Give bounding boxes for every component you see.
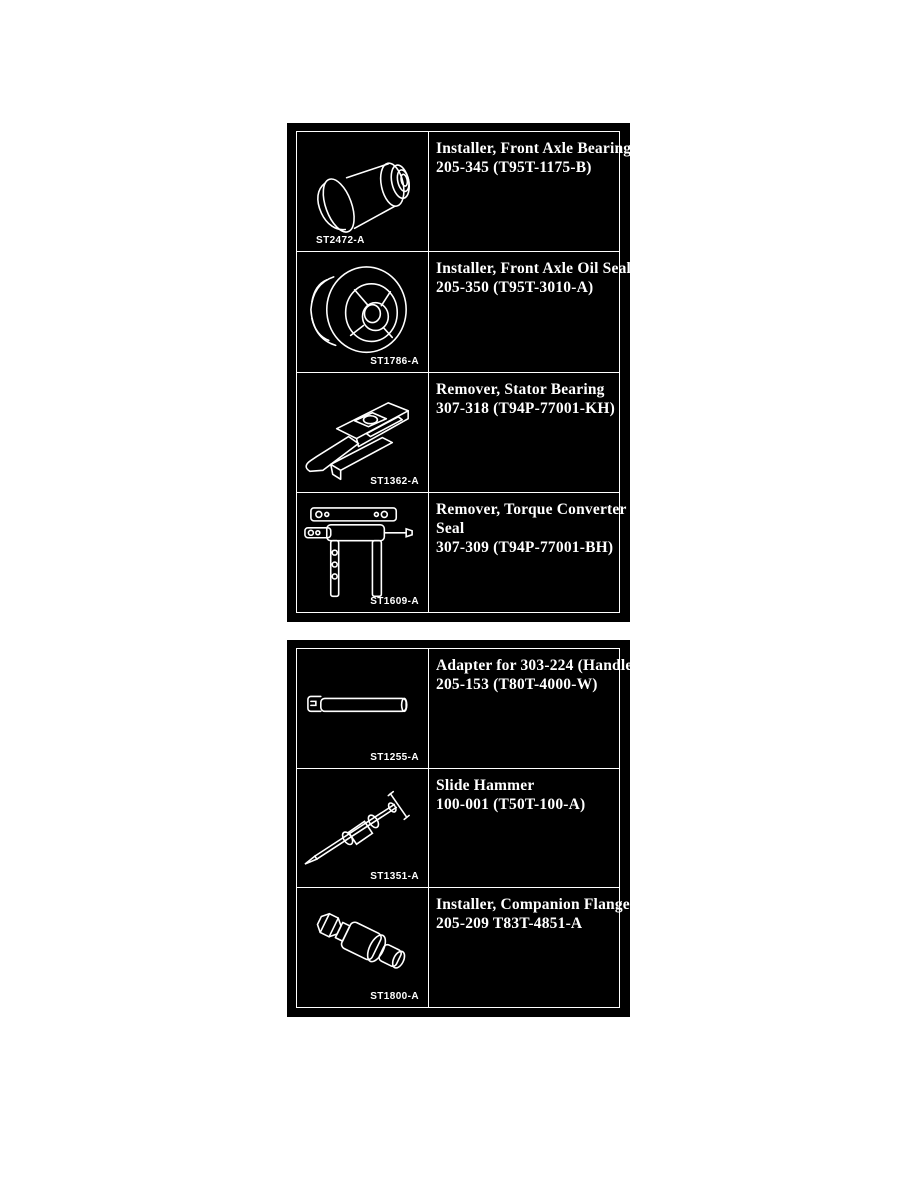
tool-description-cell	[429, 373, 619, 492]
tool-id-label: ST1255-A	[370, 751, 419, 763]
slide-hammer-drawing	[297, 769, 428, 888]
tool-image-cell	[297, 649, 429, 768]
tool-id-label: ST1362-A	[370, 475, 419, 487]
tool-description-line: Remover, Stator Bearing	[436, 380, 605, 398]
tool-image-cell	[297, 493, 429, 612]
special-service-tools-table-2	[287, 640, 638, 1017]
special-service-tools-table-1	[287, 123, 667, 622]
table-row	[297, 492, 667, 612]
tool-description-line: Remover, Torque Converter Fluid	[436, 500, 667, 518]
tool-part-number-line: 100-001 (T50T-100-A)	[436, 795, 586, 813]
table-row	[297, 251, 632, 371]
tool-part-number-line: 205-345 (T95T-1175-B)	[436, 159, 592, 176]
tool-id-label: ST1786-A	[370, 355, 419, 367]
tool-part-number-line: 307-318 (T94P-77001-KH)	[436, 399, 615, 417]
tool-part-number-line: 307-309 (T94P-77001-BH)	[436, 538, 614, 556]
tool-description-line: Seal	[436, 519, 465, 537]
tool-description-cell	[429, 493, 667, 612]
companion-flange-installer-drawing	[297, 888, 428, 1007]
tool-description-line: Installer, Front Axle Oil Seal	[436, 260, 632, 278]
tool-description-cell	[429, 132, 632, 251]
tool-image-cell	[297, 769, 429, 888]
tool-description-line: Adapter for 303-224 (Handle)	[436, 657, 638, 674]
tool-description-line: Installer, Companion Flange	[436, 896, 630, 914]
tool-id-label: ST2472-A	[316, 235, 365, 247]
tool-description-line: Installer, Front Axle Bearing	[436, 140, 632, 157]
table-row	[297, 768, 619, 888]
tool-part-number-line: 205-350 (T95T-3010-A)	[436, 279, 594, 297]
tool-part-number-line: 205-209 T83T-4851-A	[436, 915, 583, 933]
table-row	[297, 132, 632, 251]
table-border	[296, 131, 667, 613]
tool-description-cell	[429, 252, 632, 371]
tool-image-cell	[297, 373, 429, 492]
tool-id-label: ST1800-A	[370, 991, 419, 1003]
table-border	[296, 648, 638, 1008]
tool-description-cell	[429, 649, 638, 768]
table-row	[297, 649, 638, 768]
tool-image-cell	[297, 888, 429, 1007]
tool-description-cell	[429, 888, 630, 1007]
tool-image-cell	[297, 252, 429, 371]
stator-bearing-remover-drawing	[297, 373, 428, 492]
tool-part-number-line: 205-153 (T80T-4000-W)	[436, 676, 598, 693]
front-axle-oil-seal-installer-drawing	[297, 252, 428, 371]
handle-adapter-drawing	[297, 649, 428, 768]
torque-converter-fluid-seal-remover-drawing	[297, 493, 428, 612]
tool-image-cell	[297, 132, 429, 251]
table-row	[297, 372, 619, 492]
table-row	[297, 887, 630, 1007]
tool-id-label: ST1351-A	[370, 871, 419, 883]
tool-description-line: Slide Hammer	[436, 776, 535, 794]
front-axle-bearing-installer-drawing	[297, 132, 428, 251]
tool-id-label: ST1609-A	[370, 596, 419, 607]
tool-description-cell	[429, 769, 619, 888]
